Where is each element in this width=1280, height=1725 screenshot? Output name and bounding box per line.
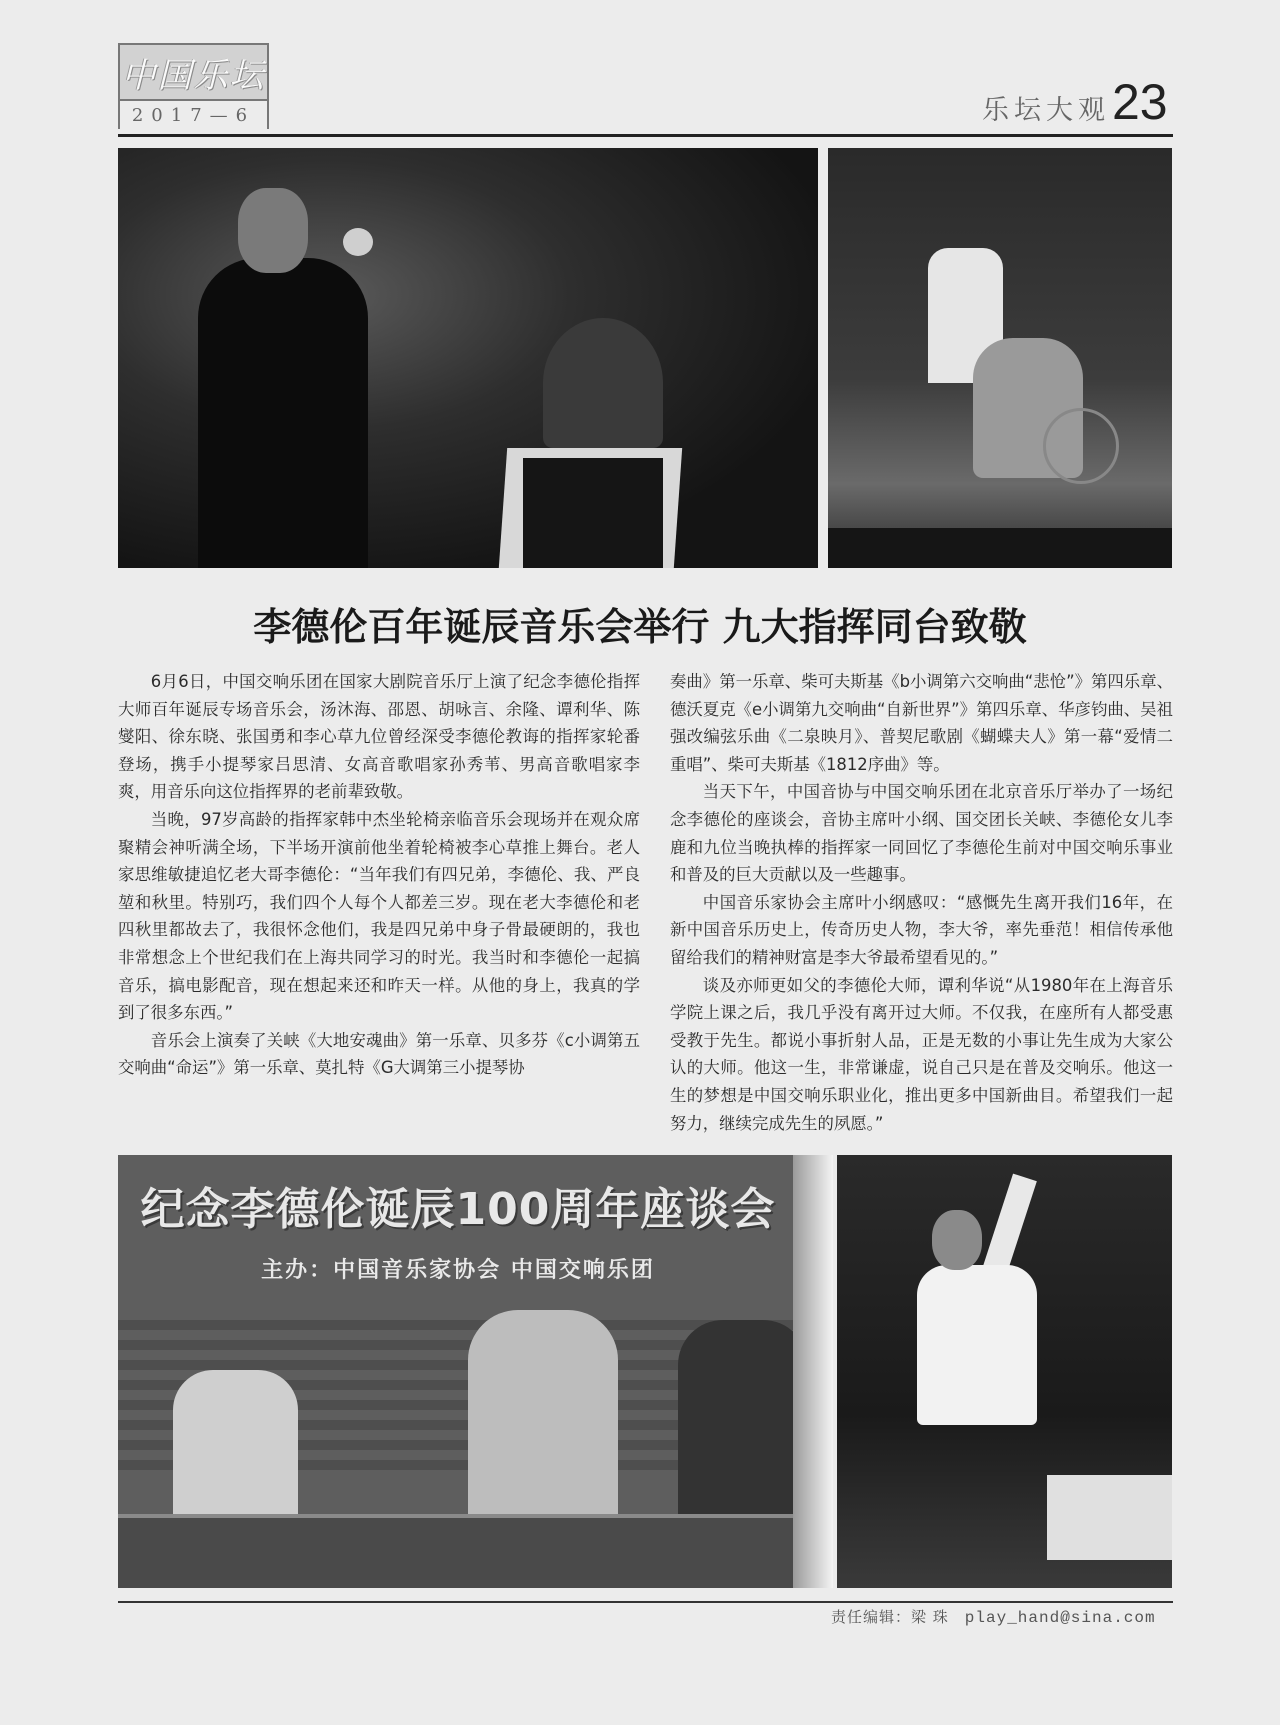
banner-title: 纪念李德伦诞辰100周年座谈会 — [140, 1184, 776, 1235]
article-paragraph: 当晚，97岁高龄的指挥家韩中杰坐轮椅亲临音乐会现场并在观众席聚精会神听满全场，下半场开演前他坐着轮椅被李心草推上舞台。老人家思维敏捷追忆老大哥李德伦：“当年我们有四兄弟，李德伦、我、严良堃和秋里。特别巧，我们四个人每个人都差三岁。现在老大李德伦和老四秋里都故去了，我很怀念他们，我是四兄弟中身子骨最硬朗的，我也非常想念上个世纪我们在上海共同学习的时光。我当时和李德伦一起搞音乐，搞电影配音，现在想起来还和昨天一样。从他的身上，我真的学到了很多东西。” — [118, 809, 640, 1023]
editor-email: play_hand@sina.com — [964, 1609, 1156, 1627]
panelist-figure — [173, 1370, 298, 1520]
white-jacket-figure — [917, 1265, 1037, 1425]
music-stand-shadow — [523, 458, 663, 568]
article-headline: 李德伦百年诞辰音乐会举行 九大指挥同台致敬 — [253, 604, 1027, 649]
section-title: 乐坛大观 — [982, 95, 1110, 126]
conductor-head — [238, 188, 308, 273]
article-paragraph-continued: 奏曲》第一乐章、柴可夫斯基《b小调第六交响曲“悲怆”》第四乐章、德沃夏克《e小调第九交响曲“自新世界”》第四乐章、华彦钧曲、吴祖强改编弦乐曲《二泉映月》、普契尼歌剧《蝴蝶夫人》第一幕“爱情二重唱”、柴可夫斯基《1812序曲》等。 — [670, 672, 1173, 774]
footer-rule — [118, 1601, 1173, 1603]
panelist-figure — [678, 1320, 808, 1520]
conference-table — [118, 1514, 833, 1588]
window-strip — [793, 1155, 833, 1588]
banner-subtitle: 主办：中国音乐家协会 中国交响乐团 — [261, 1258, 655, 1283]
photo-white-jacket-conductor — [837, 1155, 1172, 1588]
footer-credit — [831, 1606, 1156, 1627]
conductor-head — [932, 1210, 982, 1270]
header-rule — [118, 134, 1173, 137]
photo-conductor-orchestra — [118, 148, 818, 568]
photo-wheelchair-elder — [828, 148, 1172, 568]
raised-arm — [982, 1174, 1037, 1277]
article-column-right — [670, 668, 1173, 1137]
article-paragraph: 中国音乐家协会主席叶小纲感叹：“感慨先生离开我们16年，在新中国音乐历史上，传奇历史人物，李大爷，率先垂范！相信传承他留给我们的精神财富是李大爷最希望看见的。” — [670, 892, 1173, 967]
article-paragraph: 当天下午，中国音协与中国交响乐团在北京音乐厅举办了一场纪念李德伦的座谈会，音协主席叶小纲、国交团长关峡、李德伦女儿李鹿和九位当晚执棒的指挥家一同回忆了李德伦生前对中国交响乐事业和普及的巨大贡献以及一些趣事。 — [670, 782, 1173, 885]
page-number: 23 — [1112, 74, 1168, 130]
conductor-figure — [198, 258, 368, 568]
violinist-figure — [543, 318, 663, 448]
music-score — [1047, 1475, 1172, 1560]
article-column-left — [118, 668, 640, 1082]
article-paragraph: 音乐会上演奏了关峡《大地安魂曲》第一乐章、贝多芬《c小调第五交响曲“命运”》第一乐章、莫扎特《G大调第三小提琴协 — [118, 1030, 640, 1078]
wheelchair-wheel — [1043, 408, 1119, 484]
photo-forum-panel — [118, 1155, 833, 1588]
magazine-logo: 中国乐坛 — [121, 55, 266, 96]
panelist-figure — [468, 1310, 618, 1520]
article-paragraph: 谈及亦师更如父的李德伦大师，谭利华说“从1980年在上海音乐学院上课之后，我几乎没有离开过大师。不仅我，在座所有人都受惠受教于先生。都说小事折射人品，正是无数的小事让先生成为大家公认的大师。他这一生，非常谦虚，说自己只是在普及交响乐。他这一生的梦想是中国交响乐职业化，推出更多中国新曲目。希望我们一起努力，继续完成先生的夙愿。” — [670, 975, 1173, 1133]
conductor-hand — [343, 228, 373, 256]
issue-date: 2017—6 — [120, 99, 267, 129]
magazine-masthead — [118, 43, 269, 129]
article-paragraph: 6月6日，中国交响乐团在国家大剧院音乐厅上演了纪念李德伦指挥大师百年诞辰专场音乐会，汤沐海、邵恩、胡咏言、余隆、谭利华、陈燮阳、徐东晓、张国勇和李心草九位曾经深受李德伦教诲的指挥家轮番登场，携手小提琴家吕思清、女高音歌唱家孙秀苇、男高音歌唱家李爽，用音乐向这位指挥界的老前辈致敬。 — [118, 672, 640, 802]
stage-flowers — [828, 528, 1172, 568]
editor-credit: 责任编辑：梁 珠 — [831, 1608, 949, 1626]
